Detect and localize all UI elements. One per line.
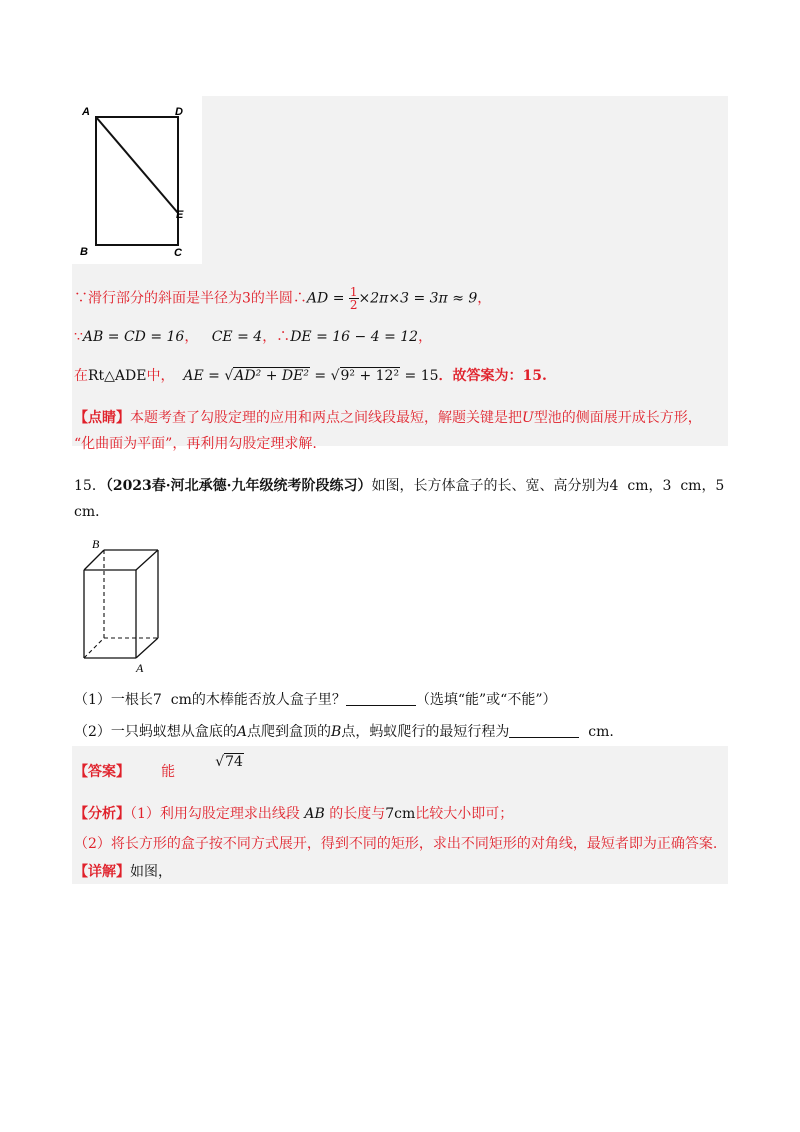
comment-text-1: 本题考查了勾股定理的应用和两点之间线段最短，解题关键是把 xyxy=(130,410,522,426)
q2-point-a: A xyxy=(236,724,248,740)
q2-end: . xyxy=(609,724,614,740)
analysis-seven: 7 xyxy=(385,806,395,822)
line2-math-2: CE = 4 xyxy=(211,329,263,345)
analysis-p1-post: 比较大小即可； xyxy=(415,806,514,822)
label-b: B xyxy=(80,246,88,258)
problem-stem: 如图，长方体盒子的长、宽、高分别为4 xyxy=(371,478,619,494)
line1-math-eq: = xyxy=(328,290,349,307)
analysis-line-2 xyxy=(74,834,717,854)
answer-line xyxy=(74,754,244,782)
label-b-cuboid: B xyxy=(92,537,100,551)
problem-comma-1: ，3 xyxy=(648,478,672,494)
line1-end: ， xyxy=(477,290,492,307)
line2-end: ， xyxy=(418,329,433,345)
analysis-line-1 xyxy=(74,804,513,824)
q2-pre: （2）一只蚂蚁想从盒底的 xyxy=(74,724,237,740)
bottom-right-edge xyxy=(136,638,158,658)
analysis-p1-mid: 的长度与 xyxy=(329,806,386,822)
line2-math-3: DE = 16 − 4 = 12 xyxy=(290,329,419,345)
detail-text: 如图， xyxy=(130,864,172,880)
rectangle-diagram xyxy=(72,96,202,264)
fraction-one-half xyxy=(349,286,359,311)
analysis-unit-cm: cm xyxy=(394,806,416,822)
question-1 xyxy=(74,690,557,710)
problem-number: 15． xyxy=(74,478,106,494)
problem-15-line-2 xyxy=(74,502,109,522)
q2-answer-blank[interactable] xyxy=(509,723,579,738)
line3-math-lhs: AE = xyxy=(183,368,225,384)
line3-zhong: 中， xyxy=(146,368,175,384)
label-e: E xyxy=(176,209,184,221)
fraction-numerator: 1 xyxy=(349,285,358,299)
cuboid-diagram xyxy=(74,536,184,676)
problem-comma-2: ，5 xyxy=(701,478,725,494)
unit-cm-1: cm xyxy=(627,478,649,494)
because-symbol: ∵ xyxy=(74,329,83,345)
q2-unit-cm: cm xyxy=(588,724,610,740)
q1-unit-cm: cm xyxy=(170,692,192,708)
line1-math-lhs: AD xyxy=(306,290,329,307)
unit-cm-2: cm xyxy=(680,478,702,494)
question-2 xyxy=(74,722,614,742)
solution-line-3 xyxy=(74,366,547,386)
comment-line-2 xyxy=(74,434,317,454)
sqrt-radicand-1: AD² + DE² xyxy=(234,368,309,384)
analysis-p2: （2）将长方形的盒子按不同方式展开，得到不同的矩形，求出不同矩形的对角线，最短者即为正确答案. xyxy=(74,836,718,852)
q1-answer-blank[interactable] xyxy=(346,691,416,706)
sqrt-sign-2: √ xyxy=(330,368,340,384)
q1-pre: （1）一根长7 xyxy=(74,692,162,708)
comment-u: U xyxy=(522,410,534,426)
analysis-segment-ab: AB xyxy=(304,806,325,822)
line2-sep: ， xyxy=(184,329,199,345)
rectangle-abcd xyxy=(96,117,178,245)
q1-post: 的木棒能否放人盒子里？ xyxy=(191,692,346,708)
cuboid-figure xyxy=(74,536,184,676)
segment-ae xyxy=(96,117,178,213)
problem-15-line-1 xyxy=(74,476,724,496)
line3-eq2: = xyxy=(309,368,331,384)
line3-zai: 在 xyxy=(74,368,88,384)
answer-tag: 【答案】 xyxy=(74,764,130,780)
solution-line-2 xyxy=(74,327,432,347)
solution-line-1 xyxy=(74,286,491,311)
comment-line-1 xyxy=(74,408,702,428)
answer-2-radicand: 74 xyxy=(225,754,243,770)
line3-rt-triangle: Rt△ADE xyxy=(88,368,147,384)
detail-line xyxy=(74,862,172,882)
detail-tag: 【详解】 xyxy=(74,864,130,880)
sqrt-radicand-2: 9² + 12² xyxy=(340,368,400,384)
analysis-tag: 【分析】 xyxy=(74,806,130,822)
sqrt-sign-1: √ xyxy=(224,368,234,384)
therefore-symbol: ，∴ xyxy=(262,329,291,345)
q1-hint: （选填“能”或“不能”） xyxy=(415,692,557,708)
problem-end: ． xyxy=(95,504,110,520)
rectangle-figure xyxy=(72,96,202,264)
top-right-edge xyxy=(136,550,158,570)
label-a-cuboid: A xyxy=(136,661,144,675)
line3-tail: ．故答案为：15. xyxy=(438,368,547,384)
problem-source: （2023春·河北承德·九年级统考阶段练习） xyxy=(105,478,372,494)
comment-text-3: “化曲面为平面”，再利用勾股定理求解. xyxy=(74,436,317,452)
fraction-denominator: 2 xyxy=(349,298,358,312)
line1-text: ∵滑行部分的斜面是半径为3的半圆∴ xyxy=(74,290,307,307)
q2-post: 点，蚂蚁爬行的最短行程为 xyxy=(341,724,510,740)
label-c: C xyxy=(174,247,182,259)
answer-1: 能 xyxy=(161,764,176,780)
label-d: D xyxy=(175,106,183,118)
hidden-depth xyxy=(84,638,104,658)
unit-cm-3: cm xyxy=(74,504,96,520)
top-left-edge xyxy=(84,550,104,570)
label-a: A xyxy=(82,106,90,118)
answer-2-sqrt-sign: √ xyxy=(215,754,225,770)
line3-eq3: = 15 xyxy=(400,368,439,384)
q2-point-b: B xyxy=(331,724,342,740)
comment-tag: 【点睛】 xyxy=(74,410,130,426)
line2-math-1: AB = CD = 16 xyxy=(82,329,185,345)
comment-text-2: 型池的侧面展开成长方形， xyxy=(533,410,702,426)
q2-mid: 点爬到盒顶的 xyxy=(247,724,332,740)
analysis-p1-pre: （1）利用勾股定理求出线段 xyxy=(130,806,300,822)
line1-math-rest: ×2π×3 = 3π ≈ 9 xyxy=(358,290,478,307)
